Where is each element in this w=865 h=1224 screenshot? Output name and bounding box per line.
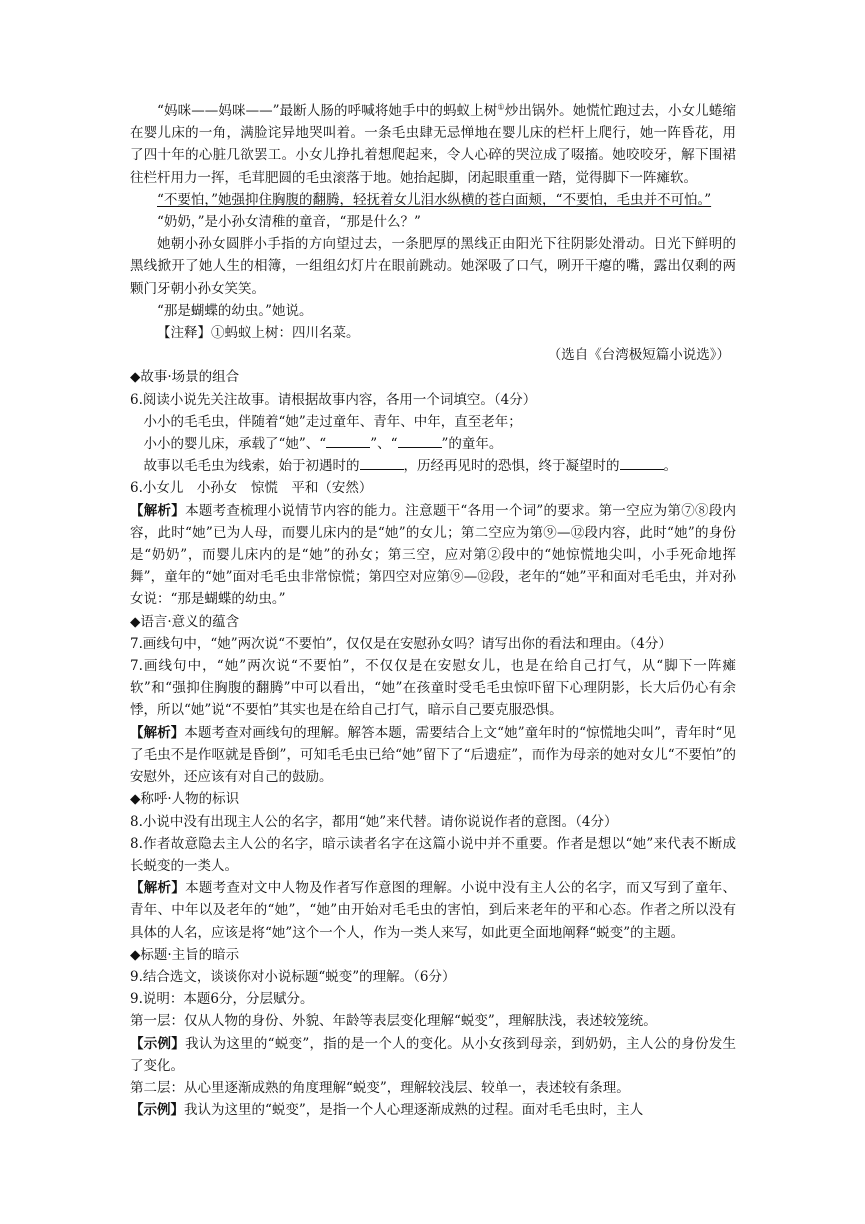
q7-question: 7.画线句中，“她”两次说“不要怕”，仅仅是在安慰孙女吗？请写出你的看法和理由。（4分）: [130, 635, 672, 652]
example-label: 【示例】: [130, 1102, 184, 1119]
answer-blank-2: [398, 433, 442, 448]
story-paragraph-5: “那是蝴蝶的幼虫。”她说。: [157, 302, 313, 319]
q8-analysis: [130, 877, 736, 944]
q6-line-2: [130, 433, 736, 455]
q9-question: 9.结合选文，谈谈你对小说标题“蜕变”的理解。（6分）: [130, 968, 456, 985]
q8-answer: 8.作者故意隐去主人公的名字，暗示读者名字在这篇小说中并不重要。作者是想以“她”来代表不断成长蜕变的一类人。: [130, 835, 736, 874]
q6-line2-b: ”、“: [370, 436, 398, 453]
answer-blank-1: [326, 433, 370, 448]
q9-heading: ◆标题·主旨的暗示: [130, 946, 240, 963]
q7-heading: ◆语言·意义的蕴含: [130, 613, 240, 630]
story-paragraph-4: 她朝小孙女圆胖小手指的方向望过去，一条肥厚的黑线正由阳光下往阴影处滑动。日光下鲜明的黑线掀开了她人生的相簿，一组组幻灯片在眼前跳动。她深吸了口气，咧开干瘪的嘴，露出仅剩的两颗门牙朝小孙女笑笑。: [130, 236, 736, 297]
q6-line3-c: 。: [663, 458, 677, 475]
analysis-label: 【解析】: [130, 880, 186, 897]
q7-analysis: [130, 722, 736, 789]
story-note: [130, 322, 736, 344]
q6-answer: 6.小女儿 小孙女 惊慌 平和（安然）: [130, 480, 373, 497]
q7-answer: 7.画线句中，“她”两次说“不要怕”，不仅仅是在安慰女儿，也是在给自己打气，从“脚下一阵瘫软”和“强抑住胸腹的翻腾”中可以看出，“她”在孩童时受毛毛虫惊吓留下心理阴影，长大后仍心有余悸，所以“她”说“不要怕”其实也是在给自己打气，暗示自己要克服恐惧。: [130, 658, 736, 719]
note-label: 【注释】: [157, 325, 211, 342]
q6-analysis: [130, 500, 736, 611]
q9-answer: 9.说明：本题6分，分层赋分。: [130, 991, 314, 1008]
q8-question: 8.小说中没有出现主人公的名字，都用“她”来代替。请你说说作者的意图。（4分）: [130, 813, 618, 830]
document-page: [130, 100, 736, 1121]
q6-line2-a: 小小的婴儿床，承载了“她”、“: [143, 436, 327, 453]
footnote-mark: ①: [497, 102, 505, 112]
q6-line-3: [130, 455, 736, 477]
q7-analysis-text: 本题考查对画线句的理解。解答本题，需要结合上文“她”童年时的“惊慌地尖叫”，青年时“见了毛虫不是作呕就是昏倒”，可知毛毛虫已给“她”留下了“后遗症”，而作为母亲的她对女儿“不要怕”的安慰外，还应该有对自己的鼓励。: [130, 724, 736, 786]
answer-blank-3: [360, 455, 404, 470]
q9-example-2: [130, 1099, 736, 1121]
story-paragraph-3: “奶奶，”是小孙女清稚的童音，“那是什么？”: [157, 214, 421, 231]
analysis-label: 【解析】: [130, 724, 185, 741]
q9-example-1: [130, 1033, 736, 1077]
story-p1-text: “妈咪——妈咪——”最断人肠的呼喊将她手中的蚂蚁上树: [157, 103, 498, 119]
example-label: 【示例】: [130, 1035, 186, 1052]
story-paragraph-1: [130, 100, 736, 189]
q9-level-1: 第一层：仅从人物的身份、外貌、年龄等表层变化理解“蜕变”，理解肤浅，表述较笼统。: [130, 1013, 657, 1030]
q9-level-2: 第二层：从心里逐渐成熟的角度理解“蜕变”，理解较浅层、较单一，表述较有条理。: [130, 1079, 630, 1096]
answer-blank-4: [620, 455, 664, 470]
q6-analysis-text: 本题考查梳理小说情节内容的能力。注意题干“各用一个词”的要求。第一空应为第⑦⑧段内容，此时“她”已为人母，而婴儿床内的是“她”的女儿；第二空应为第⑨—⑫段内容，此时“她”的身份是“奶奶”，而婴儿床内的是“她”的孙女；第三空，应对第②段中的“她惊慌地尖叫，小手死命地挥舞”，童年的“她”面对毛毛虫非常惊慌；第四空对应第⑨—⑫段，老年的“她”平和面对毛毛虫，并对孙女说：“那是蝴蝶的幼虫。”: [130, 502, 736, 608]
story-source: （选自《台湾极短篇小说选》）: [547, 347, 730, 364]
underlined-sentence: “不要怕，”她强抑住胸腹的翻腾，轻抚着女儿泪水纵横的苍白面颊，“不要怕，毛虫并不可怕。”: [157, 191, 712, 208]
analysis-label: 【解析】: [130, 502, 186, 519]
q8-analysis-text: 本题考查对文中人物及作者写作意图的理解。小说中没有主人公的名字，而又写到了童年、青年、中年以及老年的“她”，“她”由开始对毛毛虫的害怕，到后来老年的平和心态。作者之所以没有具体的人名，应该是将“她”这个一个人，作为一类人来写，如此更全面地阐释“蜕变”的主题。: [130, 880, 737, 941]
q8-heading: ◆称呼·人物的标识: [130, 791, 240, 808]
q6-line3-a: 故事以毛毛虫为线索，始于初遇时的: [143, 458, 360, 475]
story-p1-rest: 炒出锅外。她慌忙跑过去，小女儿蜷缩在婴儿床的一角，满脸诧异地哭叫着。一条毛虫肆无忌惮地在婴儿床的栏杆上爬行，她一阵昏花，用了四十年的心脏几欲罢工。小女儿挣扎着想爬起来，令人心碎的哭泣成了啜搐。她咬咬牙，解下围裙往栏杆用力一挥，毛茸肥圆的毛虫滚落于地。她抬起脚，闭起眼重重一踏，觉得脚下一阵瘫软。: [130, 103, 737, 186]
q6-heading: ◆故事·场景的组合: [130, 369, 240, 386]
q6-line3-b: ，历经再见时的恐惧，终于凝望时的: [403, 458, 620, 475]
q9-example-2-text: 我认为这里的“蜕变”，是指一个人心理逐渐成熟的过程。面对毛毛虫时，主人: [184, 1102, 644, 1119]
note-text: ①蚂蚁上树：四川名菜。: [211, 325, 360, 342]
q9-example-1-text: 我认为这里的“蜕变”，指的是一个人的变化。从小女孩到母亲，到奶奶，主人公的身份发生了变化。: [130, 1035, 736, 1074]
q6-line2-c: ”的童年。: [441, 436, 503, 453]
story-paragraph-2: [130, 189, 736, 211]
q6-line-1: 小小的毛毛虫，伴随着“她”走过童年、青年、中年，直至老年；: [143, 413, 522, 430]
q6-question: 6.阅读小说先关注故事。请根据故事内容，各用一个词填空。（4分）: [130, 391, 537, 408]
